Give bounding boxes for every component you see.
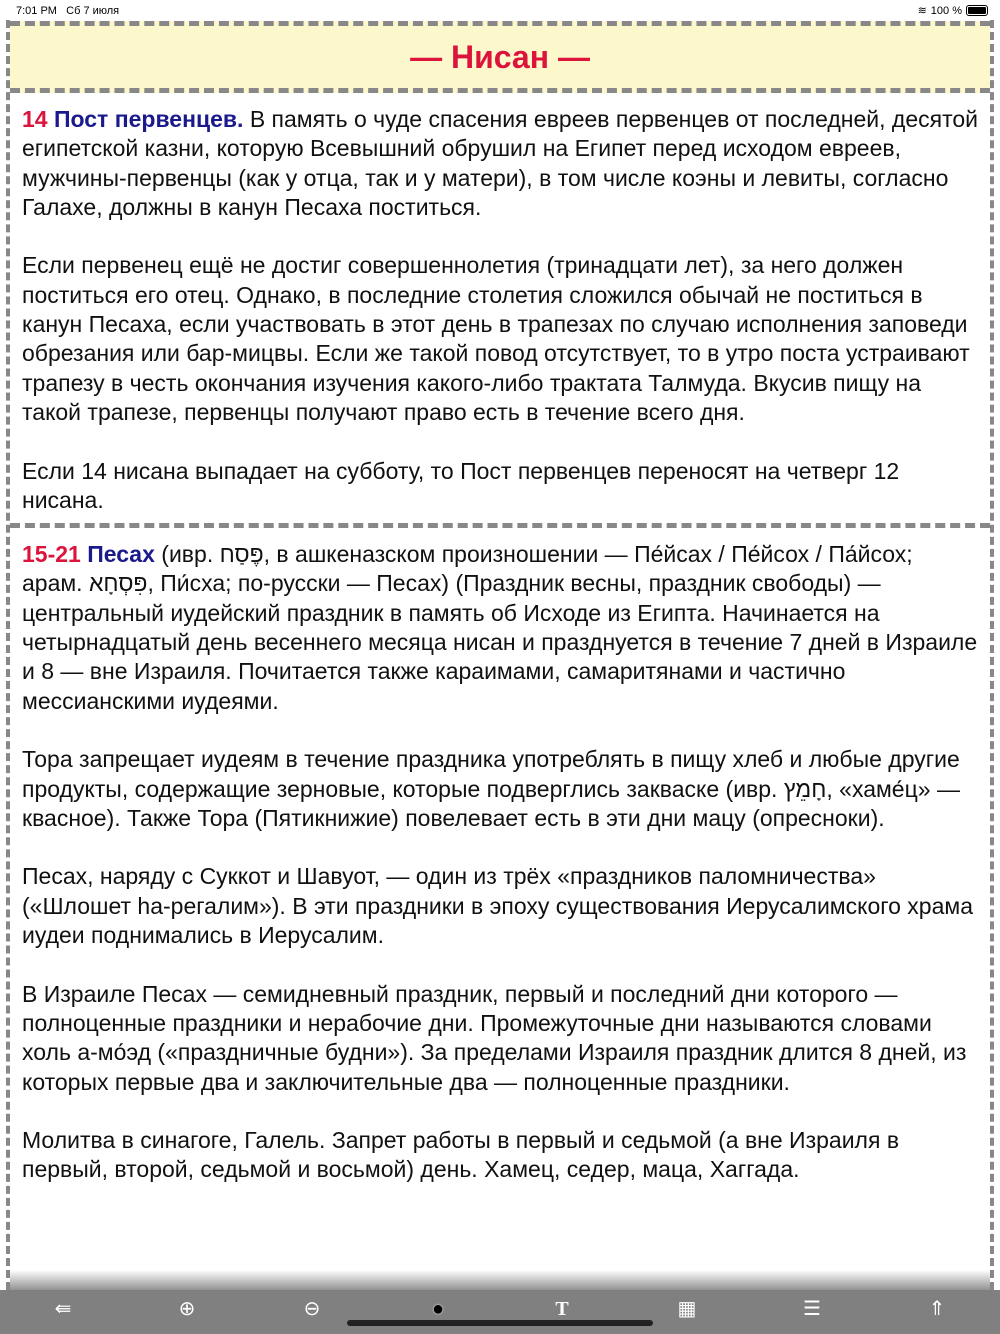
zoom-in-icon[interactable]: ⊕ <box>178 1298 196 1320</box>
entry-day: 14 <box>22 106 48 132</box>
battery-icon <box>966 5 988 16</box>
status-time-date <box>16 5 119 17</box>
font-icon[interactable]: T <box>555 1298 569 1320</box>
battery-percent: 100 % <box>930 4 962 17</box>
menu-icon[interactable]: ☰ <box>803 1298 821 1320</box>
status-bar <box>0 0 1000 20</box>
entry-title: Пост первенцев. <box>53 106 244 132</box>
scroll-top-icon[interactable]: ⇑ <box>928 1298 946 1320</box>
entry-paragraph <box>22 540 978 716</box>
month-header <box>10 21 990 93</box>
back-arrow-icon[interactable]: ⇚ <box>54 1298 72 1320</box>
entry-paragraph: Тора запрещает иудеям в течение праздника употреблять в пищу хлеб и любые другие продукты, содержащие зерновые, которые подверглись закваске (ивр. חָמֵץ, «хаме́ц» — квасное). Также Тора (Пятикнижие) повелевает есть в эти дни мацу (опресноки). <box>22 746 960 831</box>
entry-paragraph: В Израиле Песах — семидневный праздник, первый и последний дни которого — полноценные праздники и нерабочие дни. Промежуточные дни называются словами холь а-мо́эд («праздничные будни»). За пределами Израиля праздник длится 8 дней, из которых первые два и заключительные два — полноценные праздники. <box>22 980 967 1095</box>
entry-paragraph: Если первенец ещё не достиг совершеннолетия (тринадцати лет), за него должен поститься его отец. Однако, в последние столетия сложился обычай не поститься в канун Песаха, если участвовать в этот день в трапезах по случаю исполнения заповеди обрезания или бар-мицвы. Если же такой повод отсутствует, то в утро поста устраивают трапезу в честь окончания изучения какого-либо трактата Талмуда. Вкусив пищу на такой трапезе, первенцы получают право есть в течение всего дня. <box>22 252 970 425</box>
entry-pesach <box>10 523 990 1193</box>
status-date: Сб 7 июля <box>66 5 120 17</box>
zoom-out-icon[interactable]: ⊖ <box>303 1298 321 1320</box>
entry-title: Песах <box>87 541 155 568</box>
page-title: — Нисан — <box>410 38 590 75</box>
home-indicator[interactable] <box>347 1320 653 1326</box>
content-scroll[interactable] <box>10 93 990 1290</box>
entry-first-born-fast <box>10 93 990 523</box>
entry-paragraph: Молитва в синагоге, Галель. Запрет работы в первый и седьмой (а вне Израиля в первый, второй, седьмой и восьмой) день. Хамец, седер, маца, Хаггада. <box>22 1127 900 1183</box>
entry-day: 15-21 <box>22 541 81 568</box>
entry-paragraph <box>22 105 978 222</box>
entry-paragraph: Если 14 нисана выпадает на субботу, то Пост первенцев переносят на четверг 12 нисана. <box>22 457 900 513</box>
status-time: 7:01 PM <box>16 5 57 17</box>
entry-text: (ивр. פֶּסַח, в ашкеназском произношении — Пе́йсах / Пе́йсох / Па́йсох; арам. פִּסְחָא, Пи́сха; по-русски — Песах) (Праздник весны, праздник свободы) — центральный иудейский праздник в память об Исходе из Египта. Начинается на четырнадцатый день весеннего месяца нисан и празднуется в течение 7 дней в Израиле и 8 — вне Израиля. Почитается также караимами, самаритянами и частично мессианскими иудеями. <box>22 541 978 714</box>
theme-toggle-icon[interactable]: ● <box>431 1298 445 1320</box>
scroll-fade <box>10 1270 990 1292</box>
wifi-icon: ≋ <box>917 5 927 17</box>
bottom-toolbar <box>0 1290 1000 1334</box>
entry-text: В память о чуде спасения евреев первенцев от последней, десятой египетской казни, которую Всевышний обрушил на Египет перед исходом евреев, мужчины-первенцы (как у отца, так и у матери), в том числе коэны и левиты, согласно Галахе, должны в канун Песаха поститься. <box>22 106 978 220</box>
grid-icon[interactable]: ▦ <box>677 1298 697 1320</box>
entry-paragraph: Песах, наряду с Суккот и Шавуот, — один из трёх «праздников паломничества» («Шлошет hа-регалим»). В эти праздники в эпоху существования Иерусалимского храма иудеи поднимались в Иерусалим. <box>22 863 973 949</box>
